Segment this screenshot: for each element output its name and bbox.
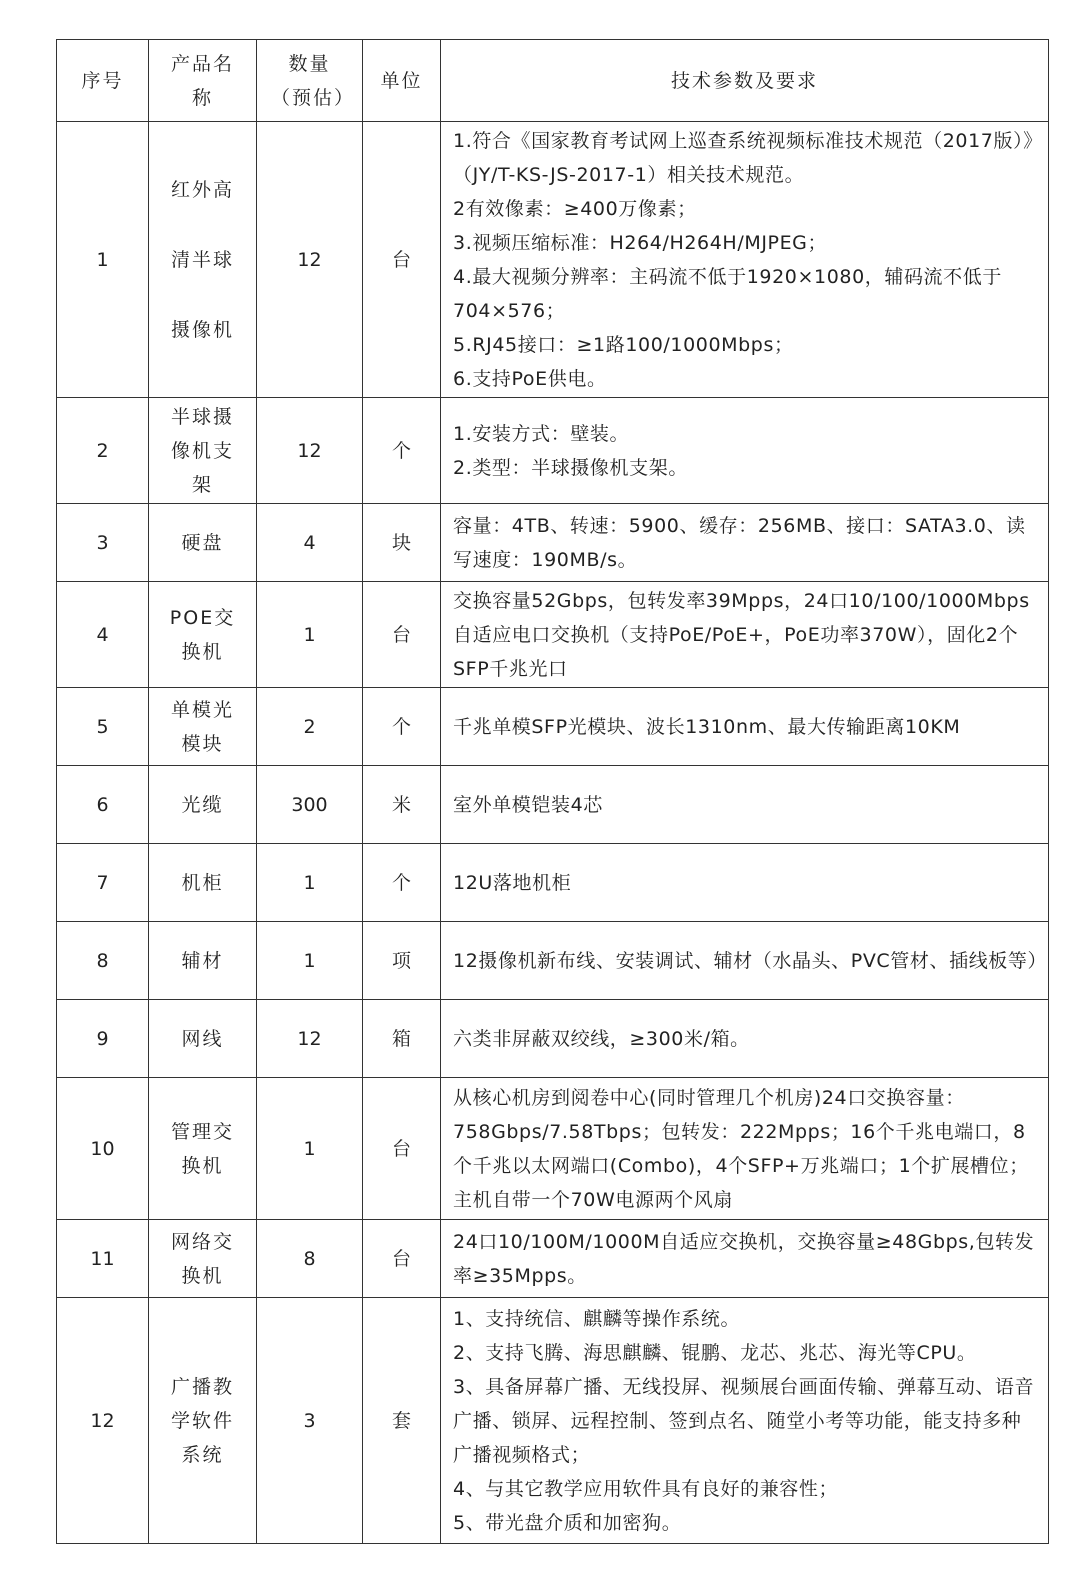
spec-line: 12U落地机柜 [453,871,572,894]
table-row [57,1078,1049,1220]
table-row [57,1220,1049,1298]
table-row [57,766,1049,844]
spec-line: 交换容量52Gbps，包转发率39Mpps，24口10/100/1000Mbps自适应电口交换机（支持PoE/PoE+，PoE功率370W），固化2个SFP千兆光口 [453,589,1030,680]
row-product-name: 网线 [149,1000,257,1078]
row-spec [441,582,1049,688]
row-quantity: 300 [257,766,363,844]
spec-line: 1、支持统信、麒麟等操作系统。 [453,1307,741,1330]
spec-line: 千兆单模SFP光模块、波长1310nm、最大传输距离10KM [453,715,961,738]
row-quantity: 8 [257,1220,363,1298]
spec-line: 1.符合《国家教育考试网上巡查系统视频标准技术规范（2017版）》（JY/T-KS-JS-2017-1）相关技术规范。 [453,129,1034,186]
spec-line: 容量：4TB、转速：5900、缓存：256MB、接口：SATA3.0、读写速度：190MB/s。 [453,514,1026,571]
row-quantity: 3 [257,1298,363,1544]
row-quantity: 1 [257,922,363,1000]
row-spec [441,1220,1049,1298]
row-product-name: 光缆 [149,766,257,844]
header-spec: 技术参数及要求 [441,40,1049,122]
row-quantity: 4 [257,504,363,582]
spec-line: 12摄像机新布线、安装调试、辅材（水晶头、PVC管材、插线板等） [453,949,1048,972]
row-seq: 5 [57,688,149,766]
row-seq: 8 [57,922,149,1000]
row-seq: 11 [57,1220,149,1298]
spec-line: 室外单模铠装4芯 [453,793,603,816]
spec-line: 4、与其它教学应用软件具有良好的兼容性； [453,1477,839,1500]
row-quantity: 1 [257,1078,363,1220]
table-row [57,504,1049,582]
row-product-name: 半球摄像机支架 [149,398,257,504]
spec-line: 24口10/100M/1000M自适应交换机，交换容量≥48Gbps,包转发率≥35Mpps。 [453,1230,1035,1287]
spec-line: 从核心机房到阅卷中心(同时管理几个机房)24口交换容量：758Gbps/7.58Tbps；包转发：222Mpps；16个千兆电端口，8个千兆以太网端口(Combo)，4个SFP+万兆端口；1个扩展槽位；主机自带一个70W电源两个风扇 [453,1086,1029,1211]
table-row [57,688,1049,766]
header-name: 产品名称 [149,40,257,122]
row-product-name: 硬盘 [149,504,257,582]
spec-line: 2、支持飞腾、海思麒麟、锟鹏、龙芯、兆芯、海光等CPU。 [453,1341,977,1364]
row-unit: 个 [363,398,441,504]
row-spec [441,922,1049,1000]
row-quantity: 1 [257,582,363,688]
row-product-name: 网络交换机 [149,1220,257,1298]
spec-line: 4.最大视频分辨率：主码流不低于1920×1080，辅码流不低于704×576； [453,265,1002,322]
row-product-name: POE交换机 [149,582,257,688]
row-product-name: 红外高清半球摄像机 [149,122,257,398]
row-product-name: 广播教学软件系统 [149,1298,257,1544]
table-row [57,122,1049,398]
row-seq: 4 [57,582,149,688]
product-spec-table-container [56,39,1048,1544]
spec-line: 六类非屏蔽双绞线，≥300米/箱。 [453,1027,750,1050]
row-seq: 2 [57,398,149,504]
row-seq: 12 [57,1298,149,1544]
row-seq: 10 [57,1078,149,1220]
spec-line: 5、带光盘介质和加密狗。 [453,1511,682,1534]
product-spec-table [56,39,1049,1544]
table-row [57,1298,1049,1544]
row-unit: 台 [363,122,441,398]
row-product-name: 辅材 [149,922,257,1000]
row-product-name: 单模光模块 [149,688,257,766]
row-unit: 台 [363,1078,441,1220]
header-seq: 序号 [57,40,149,122]
row-unit: 个 [363,844,441,922]
row-quantity: 1 [257,844,363,922]
table-header-row [57,40,1049,122]
row-seq: 7 [57,844,149,922]
row-unit: 块 [363,504,441,582]
spec-line: 3.视频压缩标准：H264/H264H/MJPEG； [453,231,828,254]
row-seq: 6 [57,766,149,844]
row-product-name: 管理交换机 [149,1078,257,1220]
table-row [57,1000,1049,1078]
spec-line: 3、具备屏幕广播、无线投屏、视频展台画面传输、弹幕互动、语音广播、锁屏、远程控制、签到点名、随堂小考等功能，能支持多种广播视频格式； [453,1375,1035,1466]
row-unit: 台 [363,1220,441,1298]
row-unit: 米 [363,766,441,844]
spec-line: 6.支持PoE供电。 [453,367,607,390]
row-seq: 9 [57,1000,149,1078]
table-row [57,844,1049,922]
row-unit: 个 [363,688,441,766]
row-spec [441,1298,1049,1544]
table-row [57,922,1049,1000]
row-unit: 台 [363,582,441,688]
row-spec [441,504,1049,582]
row-spec [441,766,1049,844]
row-unit: 项 [363,922,441,1000]
row-spec [441,844,1049,922]
row-spec [441,1000,1049,1078]
row-seq: 1 [57,122,149,398]
row-quantity: 2 [257,688,363,766]
row-spec [441,688,1049,766]
row-spec [441,122,1049,398]
row-quantity: 12 [257,1000,363,1078]
header-qty: 数量（预估） [257,40,363,122]
row-quantity: 12 [257,398,363,504]
spec-line: 5.RJ45接口：≥1路100/1000Mbps； [453,333,794,356]
spec-line: 2有效像素：≥400万像素； [453,197,697,220]
table-row [57,398,1049,504]
spec-line: 1.安装方式：壁装。 [453,422,630,445]
row-seq: 3 [57,504,149,582]
row-spec [441,1078,1049,1220]
header-unit: 单位 [363,40,441,122]
row-unit: 箱 [363,1000,441,1078]
row-product-name: 机柜 [149,844,257,922]
table-row [57,582,1049,688]
row-quantity: 12 [257,122,363,398]
row-unit: 套 [363,1298,441,1544]
spec-line: 2.类型：半球摄像机支架。 [453,456,688,479]
row-spec [441,398,1049,504]
